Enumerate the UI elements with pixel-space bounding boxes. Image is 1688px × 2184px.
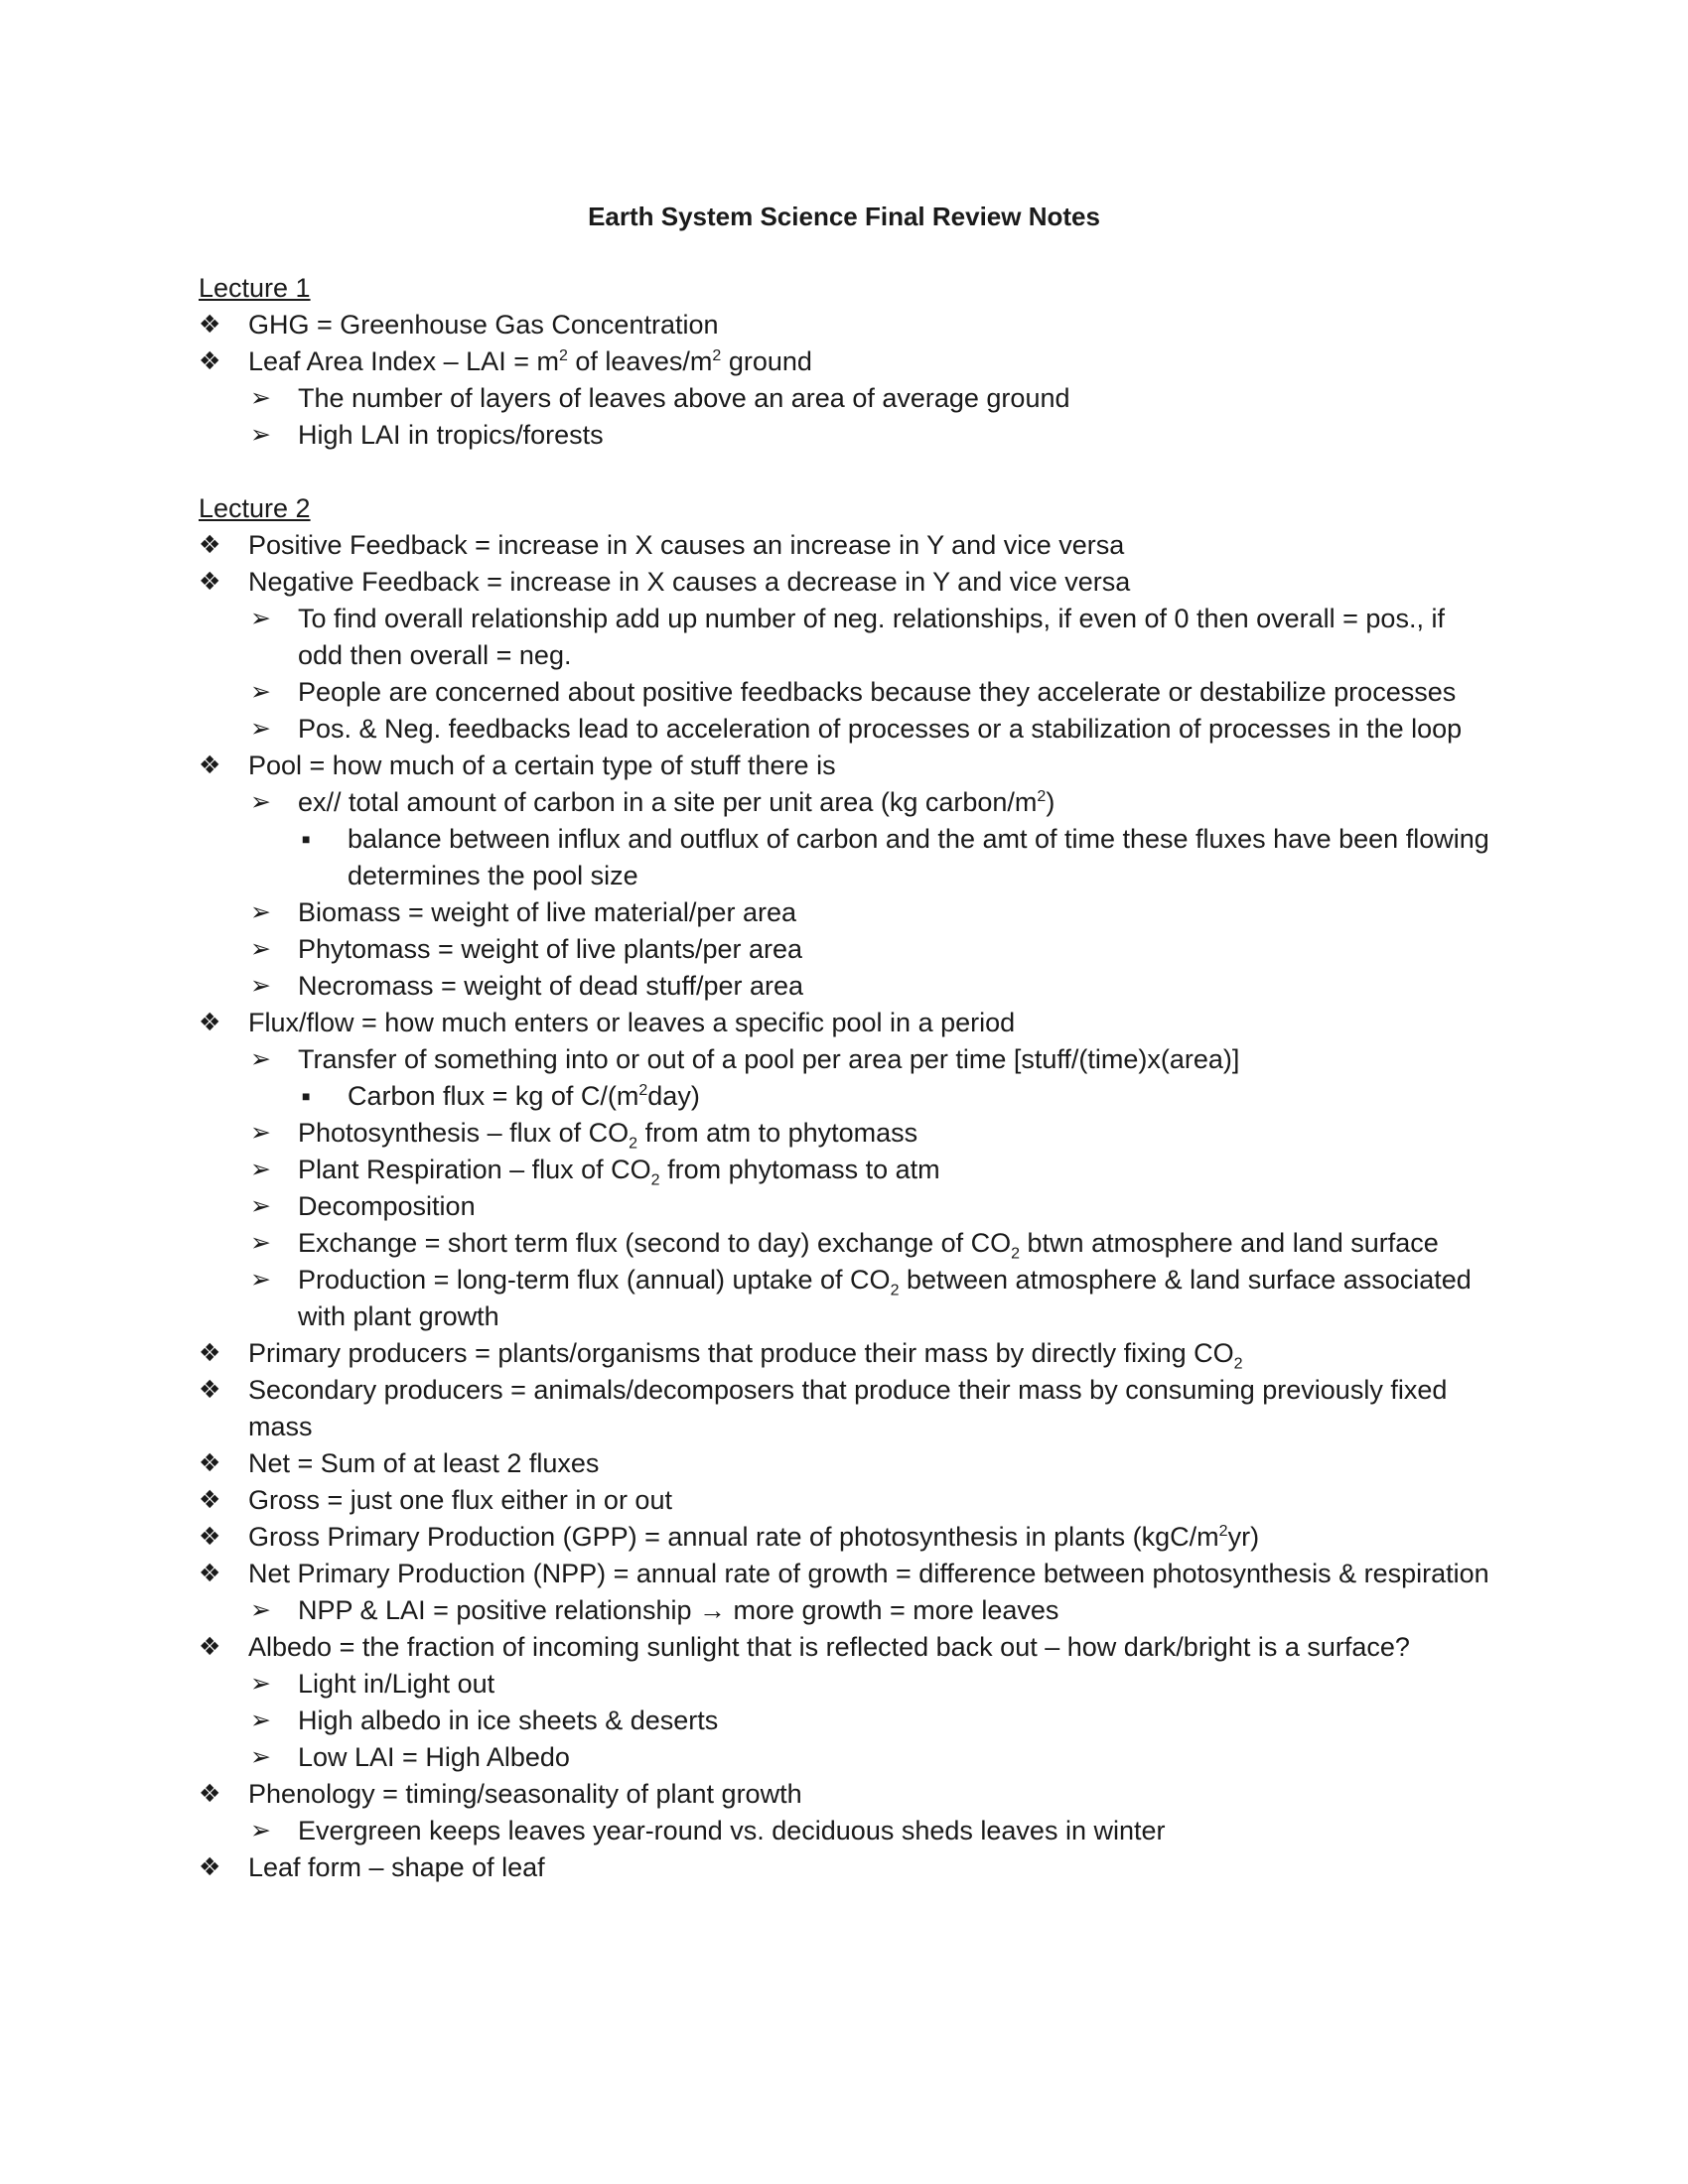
note-item-level-2	[199, 784, 1489, 821]
diamond-bullet-icon: ❖	[199, 1376, 221, 1404]
diamond-bullet-icon: ❖	[199, 751, 221, 779]
note-item-level-1	[199, 343, 1489, 380]
arrow-bullet-icon: ➢	[250, 935, 271, 963]
note-item-text: To find overall relationship add up number of neg. relationships, if even of 0 then overall = pos., if odd then overall = neg.	[298, 604, 1445, 670]
lecture-section	[199, 270, 1489, 454]
note-item-text: Production = long-term flux (annual) uptake of $CO_2$ between atmosphere & land surface associated with plant growth	[298, 1265, 1472, 1331]
note-item-level-2	[199, 1188, 1489, 1225]
note-item-text: Photosynthesis – flux of $CO_2$ from atm to phytomass	[298, 1118, 918, 1153]
note-item-level-2	[199, 894, 1489, 931]
diamond-bullet-icon: ❖	[199, 1009, 221, 1036]
note-item-text: Carbon flux = kg of $C/(m^2day)$	[348, 1081, 700, 1111]
note-item-level-2	[199, 1813, 1489, 1849]
arrow-bullet-icon: ➢	[250, 1156, 271, 1183]
note-item-text: Phytomass = weight of live plants/per area	[298, 934, 803, 964]
note-item-level-1	[199, 1556, 1489, 1592]
note-item-level-2	[199, 1152, 1489, 1188]
arrow-bullet-icon: ➢	[250, 1817, 271, 1844]
note-item-level-1	[199, 1372, 1489, 1445]
note-item-text: Plant Respiration – flux of $CO_2$ from phytomass to atm	[298, 1155, 940, 1189]
arrow-bullet-icon: ➢	[250, 1229, 271, 1257]
note-item-text: High albedo in ice sheets & deserts	[298, 1706, 719, 1735]
note-item-level-1	[199, 1629, 1489, 1666]
arrow-bullet-icon: ➢	[250, 605, 271, 632]
note-item-text: People are concerned about positive feedbacks because they accelerate or destabilize processes	[298, 677, 1457, 707]
note-item-level-1	[199, 1445, 1489, 1482]
arrow-bullet-icon: ➢	[250, 1192, 271, 1220]
document-title: Earth System Science Final Review Notes	[588, 202, 1100, 231]
note-item-text: Pool = how much of a certain type of stuff there is	[248, 751, 836, 780]
note-item-text: Gross Primary Production (GPP) = annual rate of photosynthesis in plants $(kgC/m^2yr)$	[248, 1522, 1260, 1552]
note-item-text: Leaf form – shape of leaf	[248, 1852, 545, 1882]
note-item-text: Pos. & Neg. feedbacks lead to acceleration of processes or a stabilization of processes in the loop	[298, 714, 1463, 744]
note-item-text: Necromass = weight of dead stuff/per area	[298, 971, 804, 1001]
note-item-text: GHG = Greenhouse Gas Concentration	[248, 310, 719, 340]
note-item-text: Low LAI = High Albedo	[298, 1742, 570, 1772]
note-item-level-1	[199, 564, 1489, 601]
diamond-bullet-icon: ❖	[199, 1486, 221, 1514]
notes-body	[199, 270, 1489, 1923]
note-item-text: ex// total amount of carbon in a site per unit area (kg carbon/$m^2$)	[298, 787, 1055, 817]
note-item-text: Light in/Light out	[298, 1669, 495, 1699]
diamond-bullet-icon: ❖	[199, 347, 221, 375]
note-item-text: Negative Feedback = increase in X causes a decrease in Y and vice versa	[248, 567, 1131, 597]
note-item-level-1	[199, 1482, 1489, 1519]
arrow-bullet-icon: ➢	[250, 972, 271, 1000]
square-bullet-icon: ■	[302, 1088, 311, 1104]
note-item-level-1	[199, 1519, 1489, 1556]
note-item-level-2	[199, 417, 1489, 454]
note-item-level-3	[199, 821, 1489, 894]
diamond-bullet-icon: ❖	[199, 1523, 221, 1551]
note-item-text: Leaf Area Index – LAI = $m^2$ of leaves/$m^2$ ground	[248, 346, 812, 376]
note-item-text: Net Primary Production (NPP) = annual rate of growth = difference between photosynthesis & respiration	[248, 1559, 1489, 1588]
note-item-level-2	[199, 1739, 1489, 1776]
note-item-level-2	[199, 1115, 1489, 1152]
note-item-level-1	[199, 1776, 1489, 1813]
note-item-level-2	[199, 1703, 1489, 1739]
note-item-level-1	[199, 1849, 1489, 1886]
note-item-level-1	[199, 1005, 1489, 1041]
note-item-text: Flux/flow = how much enters or leaves a specific pool in a period	[248, 1008, 1016, 1037]
diamond-bullet-icon: ❖	[199, 1339, 221, 1367]
arrow-bullet-icon: ➢	[250, 788, 271, 816]
arrow-bullet-icon: ➢	[250, 1706, 271, 1734]
section-heading: Lecture 1	[199, 273, 311, 303]
arrow-bullet-icon: ➢	[250, 384, 271, 412]
note-item-text: balance between influx and outflux of carbon and the amt of time these fluxes have been flowing determines the pool size	[348, 824, 1489, 890]
note-item-text: Net = Sum of at least 2 fluxes	[248, 1448, 600, 1478]
diamond-bullet-icon: ❖	[199, 568, 221, 596]
note-item-text: Decomposition	[298, 1191, 476, 1221]
note-item-level-2	[199, 601, 1489, 674]
note-item-text: Exchange = short term flux (second to day) exchange of $CO_2$ btwn atmosphere and land surface	[298, 1228, 1439, 1263]
note-item-text: Evergreen keeps leaves year-round vs. deciduous sheds leaves in winter	[298, 1816, 1166, 1845]
note-item-level-2	[199, 968, 1489, 1005]
arrow-bullet-icon: ➢	[250, 715, 271, 743]
note-item-level-1	[199, 748, 1489, 784]
note-item-level-2	[199, 1262, 1489, 1335]
note-item-text: High LAI in tropics/forests	[298, 420, 604, 450]
section-heading: Lecture 2	[199, 493, 311, 523]
arrow-bullet-icon: ➢	[250, 1743, 271, 1771]
diamond-bullet-icon: ❖	[199, 311, 221, 339]
diamond-bullet-icon: ❖	[199, 1853, 221, 1881]
diamond-bullet-icon: ❖	[199, 1780, 221, 1808]
note-item-text: Phenology = timing/seasonality of plant growth	[248, 1779, 802, 1809]
note-item-level-2	[199, 1666, 1489, 1703]
note-item-text: NPP & LAI = positive relationship → more growth = more leaves	[298, 1595, 1059, 1625]
note-item-text: Secondary producers = animals/decomposers that produce their mass by consuming previously fixed mass	[248, 1375, 1448, 1441]
note-item-level-3	[199, 1078, 1489, 1115]
note-item-level-1	[199, 527, 1489, 564]
arrow-bullet-icon: ➢	[250, 1596, 271, 1624]
arrow-bullet-icon: ➢	[250, 1045, 271, 1073]
arrow-bullet-icon: ➢	[250, 898, 271, 926]
square-bullet-icon: ■	[302, 831, 311, 847]
diamond-bullet-icon: ❖	[199, 1449, 221, 1477]
note-item-text: Positive Feedback = increase in X causes an increase in Y and vice versa	[248, 530, 1125, 560]
note-item-text: Primary producers = plants/organisms that produce their mass by directly fixing $CO_2$	[248, 1338, 1243, 1373]
note-item-level-2	[199, 1225, 1489, 1262]
arrow-bullet-icon: ➢	[250, 1670, 271, 1698]
diamond-bullet-icon: ❖	[199, 531, 221, 559]
arrow-bullet-icon: ➢	[250, 1266, 271, 1294]
arrow-bullet-icon: ➢	[250, 1119, 271, 1147]
arrow-bullet-icon: ➢	[250, 421, 271, 449]
note-item-level-2	[199, 380, 1489, 417]
note-item-text: Biomass = weight of live material/per area	[298, 897, 796, 927]
note-item-level-2	[199, 1592, 1489, 1629]
lecture-section	[199, 490, 1489, 1886]
note-item-text: Gross = just one flux either in or out	[248, 1485, 672, 1515]
diamond-bullet-icon: ❖	[199, 1633, 221, 1661]
note-item-level-2	[199, 711, 1489, 748]
note-item-text: Albedo = the fraction of incoming sunlight that is reflected back out – how dark/bright is a surface?	[248, 1632, 1410, 1662]
note-item-level-2	[199, 674, 1489, 711]
note-item-level-1	[199, 307, 1489, 343]
diamond-bullet-icon: ❖	[199, 1560, 221, 1587]
note-item-level-2	[199, 931, 1489, 968]
note-item-text: Transfer of something into or out of a pool per area per time [stuff/(time)x(area)]	[298, 1044, 1240, 1074]
note-item-level-2	[199, 1041, 1489, 1078]
note-item-level-1	[199, 1335, 1489, 1372]
arrow-bullet-icon: ➢	[250, 678, 271, 706]
note-item-text: The number of layers of leaves above an area of average ground	[298, 383, 1070, 413]
